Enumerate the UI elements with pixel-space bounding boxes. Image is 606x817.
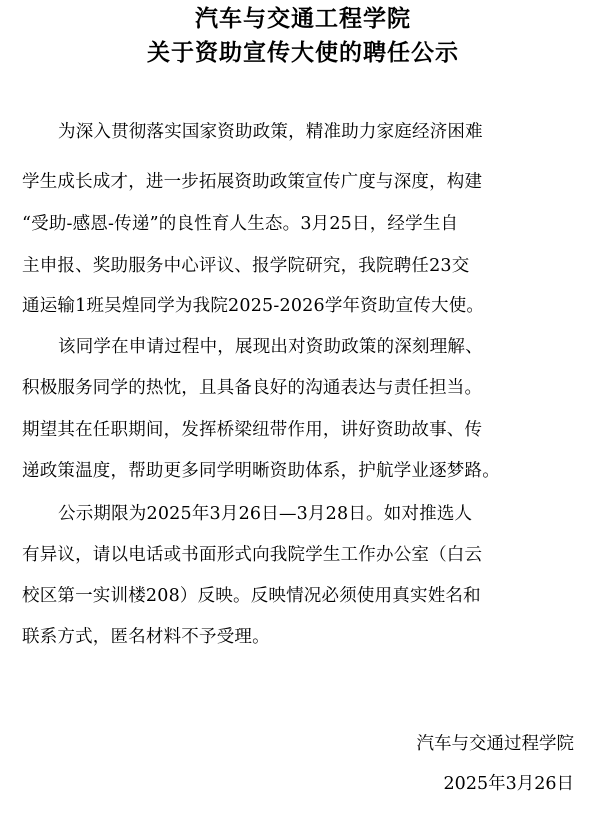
paragraph-line: 通运输1班吴煌同学为我院2025-2026学年资助宣传大使。 bbox=[22, 296, 485, 316]
signature-date: 2025年3月26日 bbox=[443, 774, 574, 794]
paragraph-line: 递政策温度，帮助更多同学明晰资助体系，护航学业逐梦路。 bbox=[22, 461, 500, 481]
document-title-line-1: 汽车与交通工程学院 bbox=[195, 6, 411, 32]
paragraph-line: 积极服务同学的热忱，且具备良好的沟通表达与责任担当。 bbox=[22, 378, 483, 398]
signature-organization: 汽车与交通过程学院 bbox=[416, 734, 574, 754]
paragraph-line: 为深入贯彻落实国家资助政策，精准助力家庭经济困难 bbox=[58, 122, 483, 142]
paragraph-line: “受助-感恩-传递”的良性育人生态。3月25日，经学生自 bbox=[22, 214, 459, 234]
paragraph-line: 有异议，请以电话或书面形式向我院学生工作办公室（白云 bbox=[22, 545, 483, 565]
paragraph-line: 公示期限为2025年3月26日—3月28日。如对推选人 bbox=[58, 504, 473, 524]
paragraph-line: 校区第一实训楼208）反映。反映情况必须使用真实姓名和 bbox=[22, 586, 481, 606]
paragraph-line: 该同学在申请过程中，展现出对资助政策的深刻理解、 bbox=[58, 337, 483, 357]
paragraph-line: 联系方式，匿名材料不予受理。 bbox=[22, 627, 270, 647]
paragraph-line: 期望其在任职期间，发挥桥梁纽带作用，讲好资助故事、传 bbox=[22, 420, 483, 440]
paragraph-line: 主申报、奖助服务中心评议、报学院研究，我院聘任23交 bbox=[22, 256, 470, 276]
document-title-line-2: 关于资助宣传大使的聘任公示 bbox=[147, 40, 459, 66]
paragraph-line: 学生成长成才，进一步拓展资助政策宣传广度与深度，构建 bbox=[22, 172, 483, 192]
